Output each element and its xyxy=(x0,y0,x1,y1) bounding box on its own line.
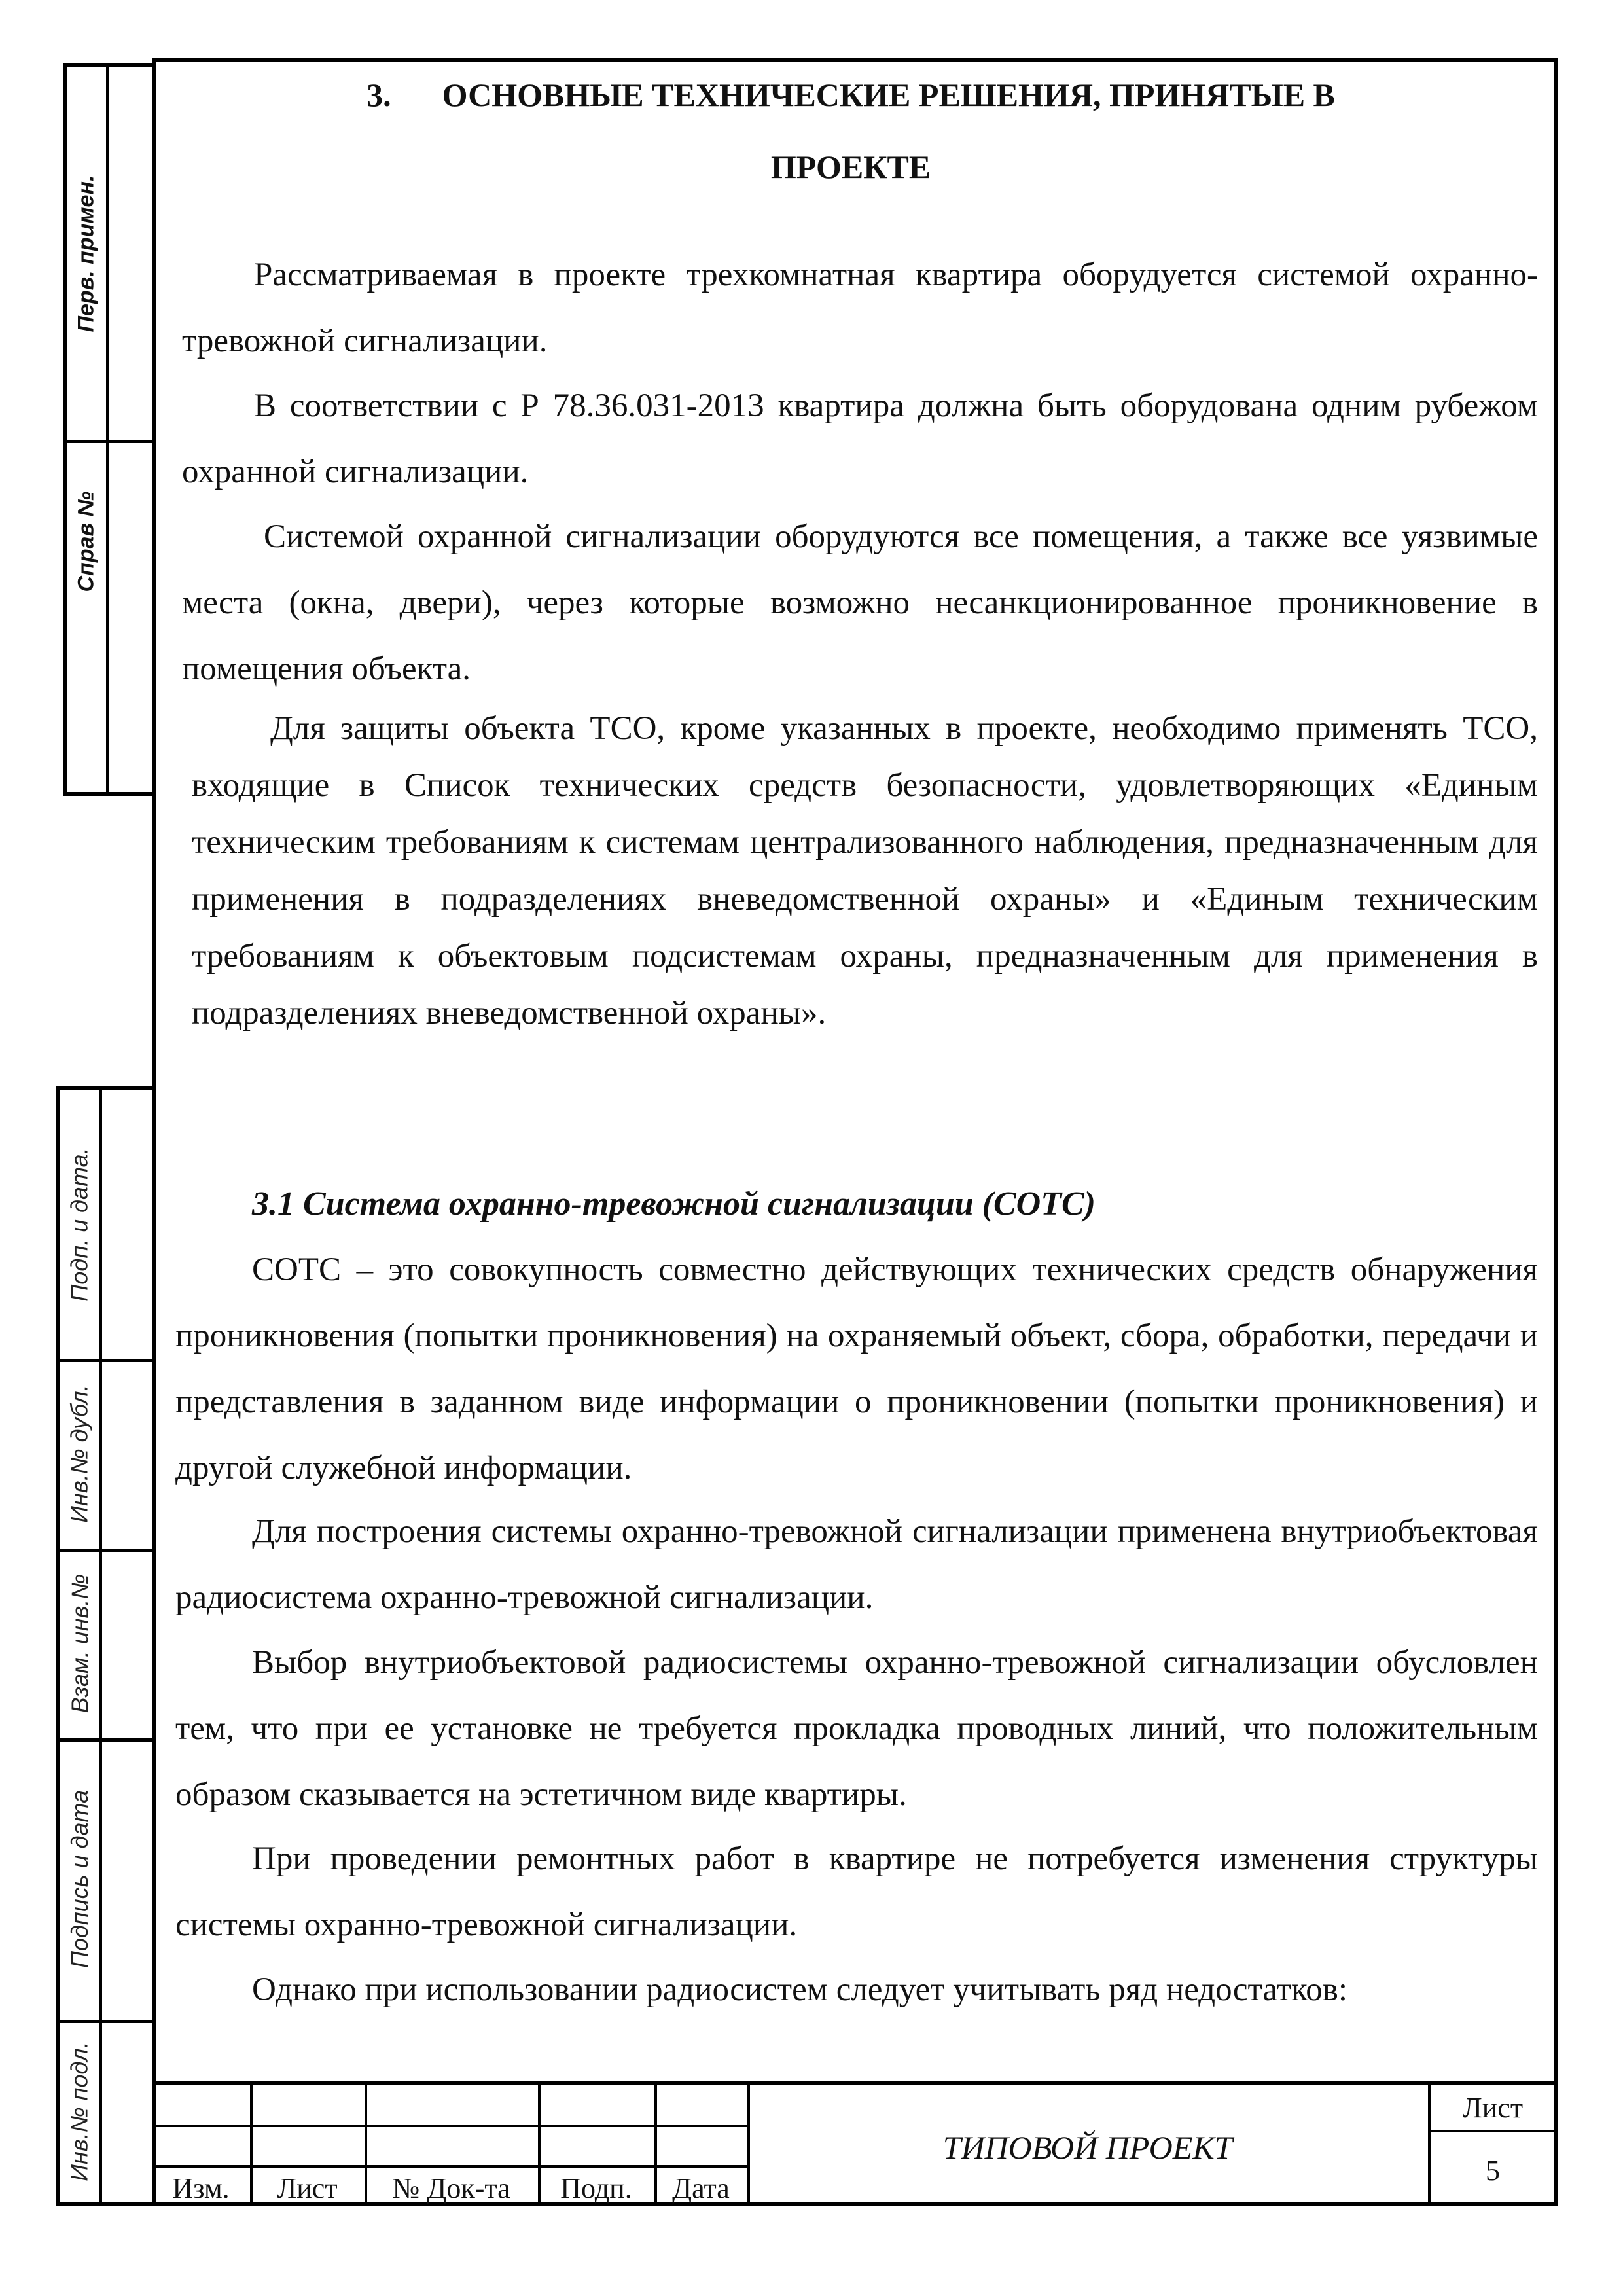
paragraph-1: Рассматриваемая в проекте трехкомнатная квартира оборудуется системой охранно-тревожной сигнализации. xyxy=(182,257,1538,359)
title-block-list: Лист xyxy=(277,2172,338,2204)
paragraph-3: Системой охранной сигнализации оборудуются все помещения, а также все уязвимые места (окна, двери), через которые возможно несанкционированное проникновение в помещения объекта. xyxy=(182,518,1538,687)
sheet-number: 5 xyxy=(1486,2154,1500,2187)
title-block-podp: Подп. xyxy=(560,2172,632,2204)
section-number: 3. xyxy=(366,77,391,113)
title-block-data: Дата xyxy=(672,2172,730,2204)
title-block xyxy=(152,2081,1558,2206)
title-block-dok: № Док-та xyxy=(392,2172,510,2204)
subsection-paragraph-3: Выбор внутриобъектовой радиосистемы охранно-тревожной сигнализации обусловлен тем, что при ее установке не требуется прокладка проводных линий, что положительным образом сказывается на эстетичном виде квартиры. xyxy=(175,1644,1538,1813)
subsection-paragraph-4: При проведении ремонтных работ в квартире не потребуется изменения структуры системы охранно-тревожной сигнализации. xyxy=(175,1840,1538,1943)
section-heading xyxy=(196,59,1505,203)
strip-divider xyxy=(106,67,109,792)
subsection-heading: 3.1 Система охранно-тревожной сигнализации (СОТС) xyxy=(252,1185,1096,1223)
margin-strip-bottom xyxy=(56,1086,156,2206)
margin-label-podpis-data: Подпись и дата xyxy=(66,1789,94,1969)
subsection-paragraph-2: Для построения системы охранно-тревожной сигнализации применена внутриобъектовая радиосистема охранно-тревожной сигнализации. xyxy=(175,1513,1538,1616)
section-heading-line2: ПРОЕКТЕ xyxy=(770,149,931,185)
margin-strip-top xyxy=(63,63,156,796)
strip-divider xyxy=(99,1090,102,2202)
paragraph-4: Для защиты объекта ТСО, кроме указанных в проекте, необходимо применять ТСО, входящие в Список технических средств безопасности, удовлетворяющих «Единым техническим требованиям к системам централизованного наблюдения, предназначенным для применения в подразделениях вневедомственной охраны» и «Единым техническим требованиям к объектовым подсистемам охраны, предназначенным для применения в подразделениях вневедомственной охраны». xyxy=(192,710,1538,1031)
subsection-paragraph-5: Однако при использовании радиосистем следует учитывать ряд недостатков: xyxy=(252,1971,1347,2008)
margin-label-perv-primen: Перв. примен. xyxy=(73,175,99,332)
paragraph-2: В соответствии с Р 78.36.031-2013 квартира должна быть оборудована одним рубежом охранной сигнализации. xyxy=(182,387,1538,490)
subsection-paragraph-1: СОТС – это совокупность совместно действующих технических средств обнаружения проникновения (попытки проникновения) на охраняемый объект, сбора, обработки, передачи и представления в заданном виде информации о проникновении (попытки проникновения) и другой служебной информации. xyxy=(175,1251,1538,1486)
margin-label-sprav-no: Справ № xyxy=(73,491,99,592)
margin-label-inv-podl: Инв.№ подл. xyxy=(66,2041,94,2181)
sheet-label: Лист xyxy=(1462,2091,1524,2124)
section-heading-line1: 3. ОСНОВНЫЕ ТЕХНИЧЕСКИЕ РЕШЕНИЯ, ПРИНЯТЫЕ В xyxy=(366,77,1335,113)
margin-label-inv-dubl: Инв.№ дубл. xyxy=(66,1384,93,1523)
margin-label-podp-data: Подп. и дата. xyxy=(66,1147,93,1302)
title-block-izm: Изм. xyxy=(172,2172,230,2204)
margin-label-vzam-inv: Взам. инв.№ xyxy=(66,1573,94,1713)
project-title: ТИПОВОЙ ПРОЕКТ xyxy=(942,2129,1233,2166)
